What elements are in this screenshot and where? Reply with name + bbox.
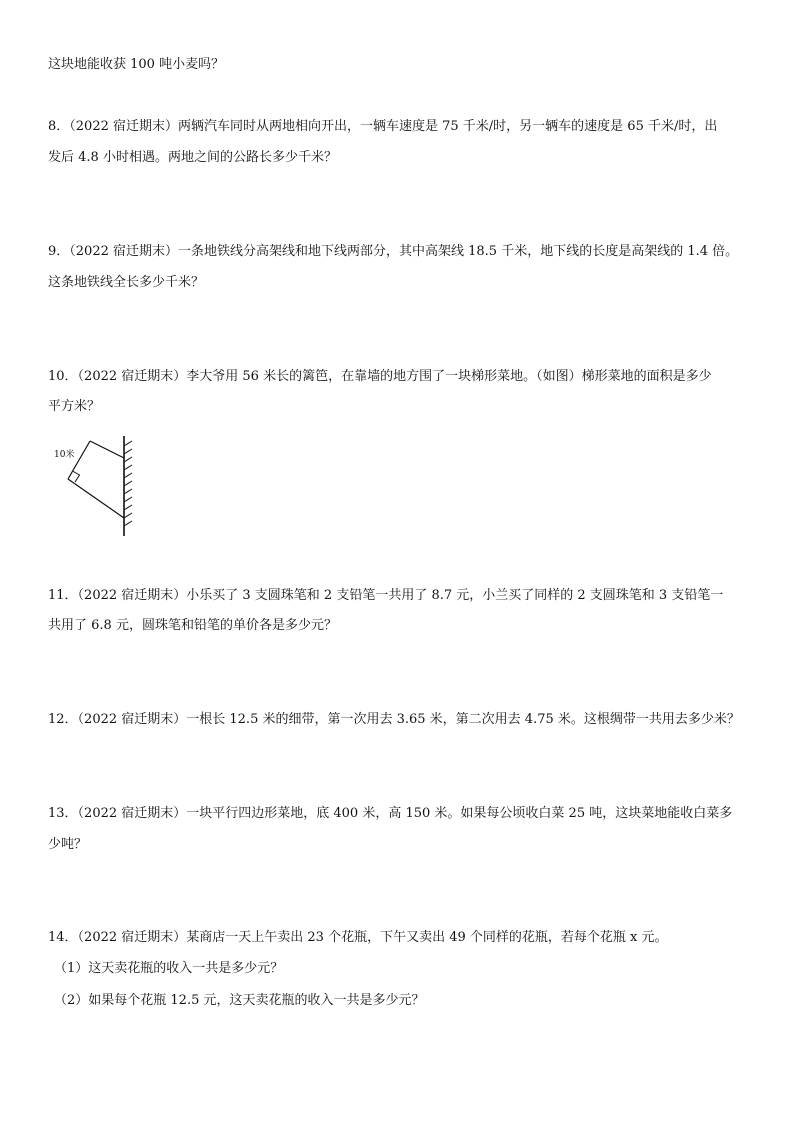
question-7-continuation: 这块地能收获 100 吨小麦吗？ [48,57,225,72]
wall [124,436,132,536]
question-13-line-2: 少吨？ [48,837,88,852]
question-12-line-1: 12．（2022 宿迁期末）一根长 12.5 米的细带，第一次用去 3.65 米，第二次用去 4.75 米。这根绸带一共用去多少米？ [48,712,740,727]
question-10-line-1: 10．（2022 宿迁期末）李大爷用 56 米长的篱笆，在靠墙的地方围了一块梯形菜地。（如图）梯形菜地的面积是多少 [48,369,712,384]
figure-label-10m: 10米 [54,450,75,460]
question-8-line-2: 发后 4.8 小时相遇。两地之间的公路长多少千米？ [48,150,337,165]
trapezoid-garden-figure [52,436,142,540]
question-14-line-1: 14．（2022 宿迁期末）某商店一天上午卖出 23 个花瓶，下午又卖出 49 个同样的花瓶，若每个花瓶 x 元。 [48,930,668,945]
question-10-line-2: 平方米？ [48,399,101,414]
trapezoid-shape [68,441,124,518]
question-13-line-1: 13．（2022 宿迁期末）一块平行四边形菜地，底 400 米，高 150 米。如果每公顷收白菜 25 吨，这块菜地能收白菜多 [48,806,733,821]
question-9-line-2: 这条地铁线全长多少千米？ [48,275,205,290]
question-8-line-1: 8．（2022 宿迁期末）两辆汽车同时从两地相向开出，一辆车速度是 75 千米/时，另一辆车的速度是 65 千米/时，出 [48,119,718,134]
question-9-line-1: 9．（2022 宿迁期末）一条地铁线分高架线和地下线两部分，其中高架线 18.5 千米，地下线的长度是高架线的 1.4 倍。 [48,244,739,259]
question-14-sub-1: （1）这天卖花瓶的收入一共是多少元？ [54,961,284,976]
question-14-sub-2: （2）如果每个花瓶 12.5 元，这天卖花瓶的收入一共是多少元？ [54,993,425,1008]
question-11-line-1: 11．（2022 宿迁期末）小乐买了 3 支圆珠笔和 2 支铅笔一共用了 8.7 元，小兰买了同样的 2 支圆珠笔和 3 支铅笔一 [48,588,724,603]
question-11-line-2: 共用了 6.8 元，圆珠笔和铅笔的单价各是多少元？ [48,618,337,633]
